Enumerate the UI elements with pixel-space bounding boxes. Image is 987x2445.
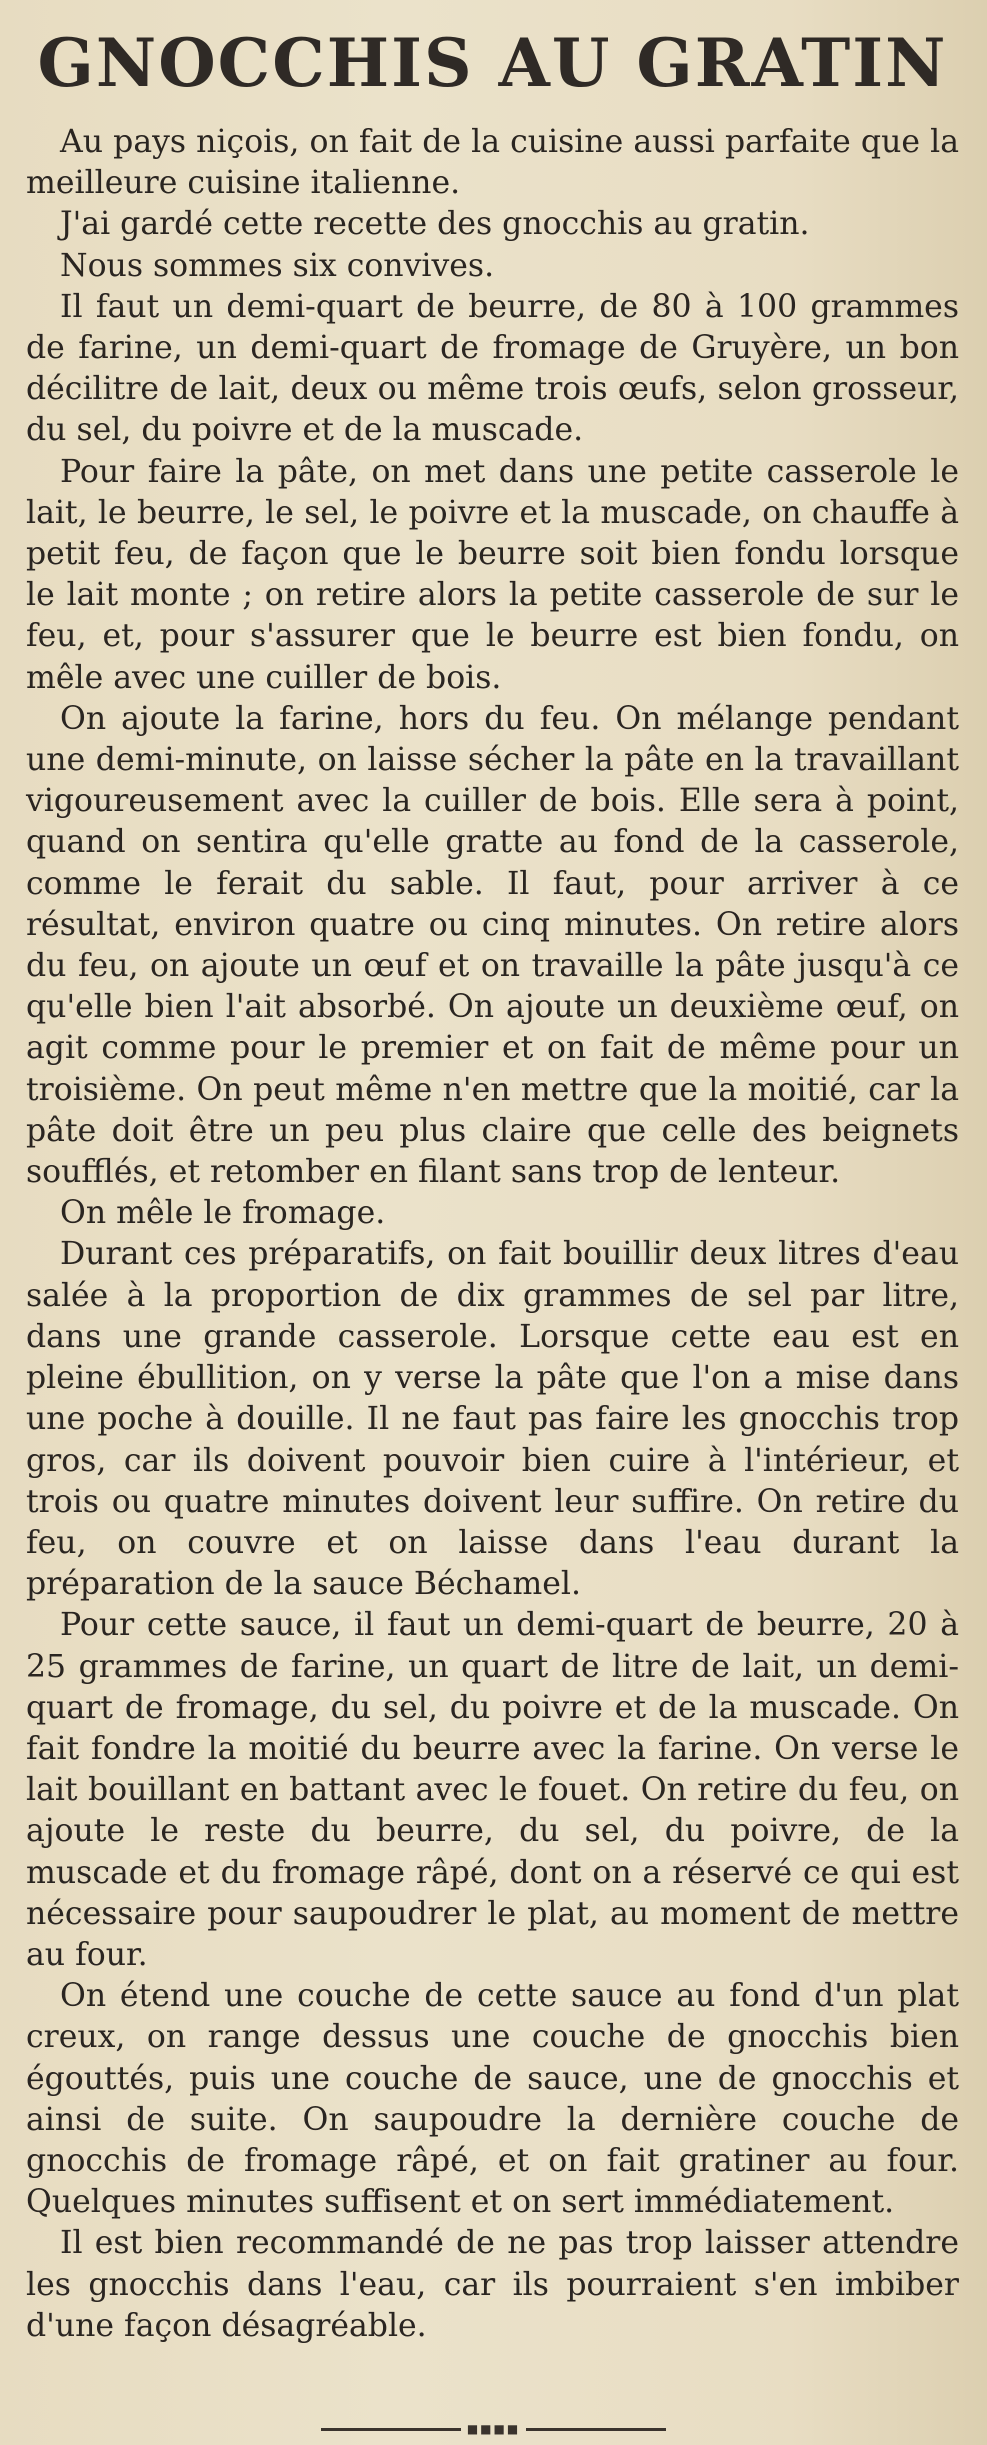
paragraph-assembly: On étend une couche de cette sauce au fond d'un plat creux, on range dessus une couche de gnocchis bien égouttés, puis une couche de sauce, une de gnocchis et ainsi de suite. On saupoudre la dernière couche de gnocchis de fromage râpé, et on fait gratiner au four. Quelques minutes suffisent et on sert immédiatement. [26,1978,959,2221]
divider-line-left [321,2428,461,2431]
recipe-title: GNOCCHIS AU GRATIN [37,24,948,102]
paragraph-ingredients: Il faut un demi-quart de beurre, de 80 à 100 grammes de farine, un demi-quart de fromage de Gruyère, un bon décilitre de lait, deux ou même trois œufs, selon grosseur, du sel, du poivre et de la muscade. [26,288,959,449]
paragraph-bechamel: Pour cette sauce, il faut un demi-quart de beurre, 20 à 25 grammes de farine, un quart de litre de lait, un demi-quart de fromage, du sel, du poivre et de la muscade. On fait fondre la moitié du beurre avec la farine. On verse le lait bouillant en battant avec le fouet. On retire du feu, on ajoute le reste du beurre, du sel, du poivre, de la muscade et du fromage râpé, dont on a réservé ce qui est nécessaire pour saupoudrer le plat, au moment de mettre au four. [26,1607,959,1973]
recipe-body [26,122,959,2347]
paragraph-servings: Nous sommes six convives. [60,247,495,284]
end-divider [0,2422,987,2436]
paragraph-boiling: Durant ces préparatifs, on fait bouillir deux litres d'eau salée à la proportion de dix grammes de sel par litre, dans une grande casserole. Lorsque cette eau est en pleine ébullition, on y verse la pâte que l'on a mise dans une poche à douille. Il ne faut pas faire les gnocchis trop gros, car ils doivent pouvoir bien cuire à l'intérieur, et trois ou quatre minutes doivent leur suffire. On retire du feu, on couvre et on laisse dans l'eau durant la préparation de la sauce Béchamel. [26,1236,959,1603]
paragraph-intro: Au pays niçois, on fait de la cuisine aussi parfaite que la meilleure cuisine italienne. [26,124,959,202]
paragraph-flour-eggs: On ajoute la farine, hors du feu. On mélange pendant une demi-minute, on laisse sécher la pâte en la travaillant vigoureusement avec la cuiller de bois. Elle sera à point, quand on sentira qu'elle gratte au fond de la casserole, comme le ferait du sable. Il faut, pour arriver à ce résultat, environ quatre ou cinq minutes. On retire alors du feu, on ajoute un œuf et on travaille la pâte jusqu'à ce qu'elle bien l'ait absorbé. On ajoute un deuxième œuf, on agit comme pour le premier et on fait de même pour un troisième. On peut même n'en mettre que la moitié, car la pâte doit être un peu plus claire que celle des beignets soufflés, et retomber en filant sans trop de lenteur. [26,700,959,1191]
paragraph-recipe-kept: J'ai gardé cette recette des gnocchis au gratin. [60,206,810,243]
paragraph-advice: Il est bien recommandé de ne pas trop laisser attendre les gnocchis dans l'eau, car ils pourraient s'en imbiber d'une façon désagréable. [26,2225,959,2344]
divider-ornament: ■■■■ [466,2422,521,2436]
paragraph-dough-start: Pour faire la pâte, on met dans une petite casserole le lait, le beurre, le sel, le poivre et la muscade, on chauffe à petit feu, de façon que le beurre soit bien fondu lorsque le lait monte ; on retire alors la petite casserole de sur le feu, et, pour s'assurer que le beurre est bien fondu, on mêle avec une cuiller de bois. [26,453,959,696]
divider-line-right [526,2428,666,2431]
paragraph-cheese: On mêle le fromage. [60,1195,386,1232]
